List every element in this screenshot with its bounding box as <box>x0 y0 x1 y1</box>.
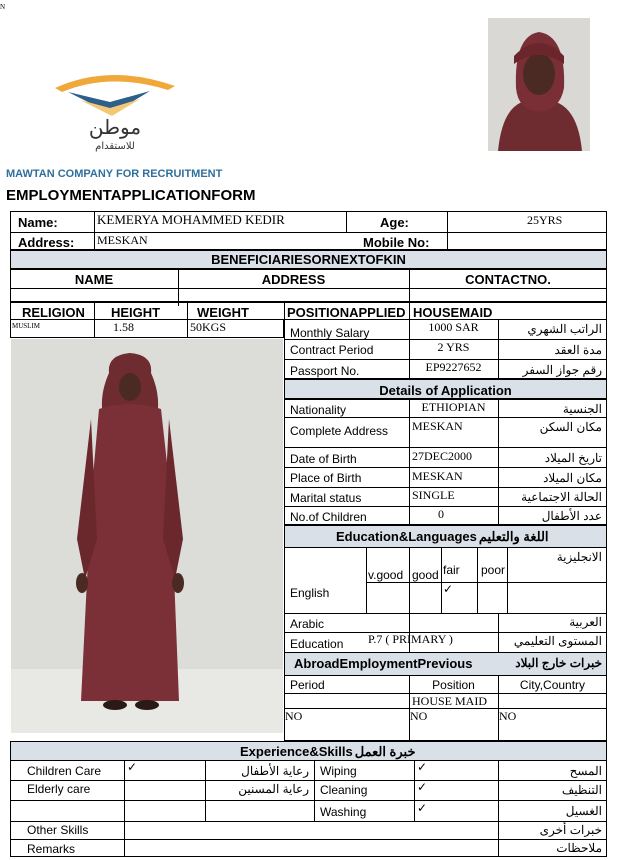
age-label: Age: <box>380 215 409 230</box>
form-title: EMPLOYMENTAPPLICATIONFORM <box>6 187 256 204</box>
wiping-ar: المسح <box>569 764 602 778</box>
marital-value: SINGLE <box>412 488 455 502</box>
english-ar: الانجليزية <box>556 550 602 564</box>
wiping-check-icon: ✓ <box>417 760 428 774</box>
religion-value: MUSLIM <box>12 322 41 330</box>
corner-mark: N <box>0 3 6 11</box>
details-title: Details of Application <box>379 383 512 398</box>
washing-check-icon: ✓ <box>417 801 428 815</box>
address-value: MESKAN <box>97 233 148 247</box>
cleaning-label: Cleaning <box>320 783 368 797</box>
marital-ar: الحالة الاجتماعية <box>521 490 602 504</box>
salary-label: Monthly Salary <box>290 326 370 340</box>
logo-subtext: للاستقدام <box>95 141 135 152</box>
level-fair: fair <box>443 563 460 577</box>
nationality-label: Nationality <box>290 403 347 417</box>
level-vgood: v.good <box>368 568 404 582</box>
beneficiaries-title: BENEFICIARIESORNEXTOFKIN <box>211 252 406 267</box>
abroad-period-header: Period <box>290 678 325 692</box>
wiping-label: Wiping <box>320 764 357 778</box>
passport-value: EP9227652 <box>425 360 482 374</box>
education-label: Education <box>290 637 344 651</box>
complete-address-label: Complete Address <box>290 424 389 438</box>
abroad-position-value: HOUSE MAID <box>412 694 487 708</box>
english-label: English <box>290 586 330 600</box>
name-label: Name: <box>18 215 58 230</box>
education-value: P.7 ( PRIMARY ) <box>368 632 453 646</box>
marital-label: Marital status <box>290 491 362 505</box>
weight-value: 50KGS <box>190 320 227 334</box>
nationality-value: ETHIOPIAN <box>421 400 486 414</box>
complete-address-value: MESKAN <box>412 419 463 433</box>
washing-ar: الغسيل <box>565 804 602 818</box>
company-logo <box>50 58 180 153</box>
period-ar: مدة العقد <box>554 343 602 357</box>
children-care-check-icon: ✓ <box>127 760 138 774</box>
children-care-ar: رعاية الأطفال <box>241 764 309 778</box>
passport-label: Passport No. <box>290 364 360 378</box>
name-value: KEMERYA MOHAMMED KEDIR <box>97 212 285 227</box>
complete-address-ar: مكان السكن <box>539 420 602 434</box>
cleaning-check-icon: ✓ <box>417 780 428 794</box>
salary-value: 1000 SAR <box>428 320 479 334</box>
elderly-care-label: Elderly care <box>27 782 91 796</box>
applicant-full-body-photo <box>11 339 283 733</box>
height-label: HEIGHT <box>111 305 161 320</box>
education-ar: المستوى التعليمي <box>513 634 602 648</box>
position-label: POSITIONAPPLIED <box>287 305 406 320</box>
education-title: Education&Languages اللغة والتعليم <box>336 529 549 544</box>
logo-text: موطن <box>88 115 142 139</box>
other-skills-label: Other Skills <box>27 823 89 837</box>
beneficiary-name-header: NAME <box>74 272 114 287</box>
washing-label: Washing <box>320 805 367 819</box>
beneficiary-address-header: ADDRESS <box>261 272 326 287</box>
remarks-ar: ملاحظات <box>556 841 602 855</box>
religion-label: RELIGION <box>22 305 85 320</box>
children-count-label: No.of Children <box>290 510 367 524</box>
height-value: 1.58 <box>113 320 134 334</box>
applicant-portrait-photo <box>488 18 590 151</box>
abroad-title-ar: خبرات خارج البلاد <box>515 656 602 670</box>
abroad-period-value: NO <box>285 709 303 723</box>
abroad-position-header: Position <box>432 678 475 692</box>
abroad-position-value-2: NO <box>410 709 428 723</box>
period-value: 2 YRS <box>437 340 470 354</box>
dob-value: 27DEC2000 <box>412 449 472 463</box>
mobile-label: Mobile No: <box>363 235 430 250</box>
position-value: HOUSEMAID <box>413 305 493 320</box>
level-good: good <box>412 568 439 582</box>
pob-value: MESKAN <box>412 469 463 483</box>
cleaning-ar: التنظيف <box>561 783 602 797</box>
dob-label: Date of Birth <box>290 452 357 466</box>
beneficiaries-blank-row <box>10 288 607 302</box>
elderly-care-ar: رعاية المسنين <box>238 782 309 796</box>
weight-label: WEIGHT <box>197 305 249 320</box>
english-check-icon: ✓ <box>443 582 454 596</box>
children-count-value: 0 <box>438 507 444 521</box>
address-label: Address: <box>18 235 75 250</box>
children-count-ar: عدد الأطفال <box>541 509 602 523</box>
period-label: Contract Period <box>290 343 374 357</box>
arabic-label: Arabic <box>290 617 325 631</box>
children-care-label: Children Care <box>27 764 102 778</box>
other-skills-ar: خبرات أخرى <box>539 823 602 837</box>
beneficiary-contact-header: CONTACTNO. <box>465 272 551 287</box>
salary-ar: الراتب الشهري <box>527 322 602 336</box>
company-name: MAWTAN COMPANY FOR RECRUITMENT <box>6 168 223 180</box>
abroad-city-header: City,Country <box>519 678 586 692</box>
level-poor: poor <box>481 563 506 577</box>
passport-ar: رقم جواز السفر <box>522 363 602 377</box>
abroad-city-value: NO <box>499 709 517 723</box>
arabic-ar: العربية <box>569 615 602 629</box>
pob-ar: مكان الميلاد <box>543 471 602 485</box>
experience-title: Experience&Skills خبرة العمل <box>240 744 416 759</box>
physical-value-row <box>10 319 284 338</box>
pob-label: Place of Birth <box>290 471 362 485</box>
nationality-ar: الجنسية <box>562 402 602 416</box>
dob-ar: تاريخ الميلاد <box>544 451 602 465</box>
remarks-label: Remarks <box>27 842 76 856</box>
abroad-title: AbroadEmploymentPrevious <box>294 656 473 671</box>
age-value: 25YRS <box>527 213 563 227</box>
